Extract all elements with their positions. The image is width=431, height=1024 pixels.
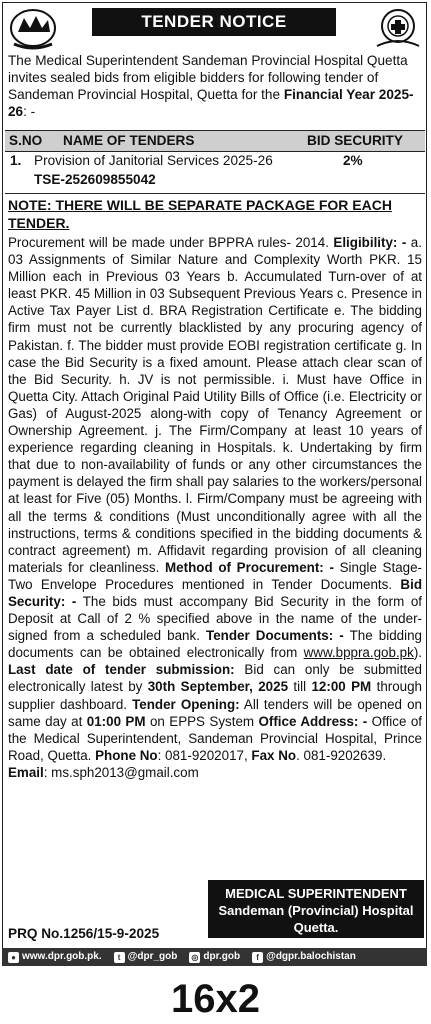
hospital-logo-icon [371, 6, 425, 52]
col-security-header: BID SECURITY [307, 133, 403, 148]
table-header [5, 130, 425, 152]
footer-website[interactable]: ● www.dpr.gob.pk. [8, 948, 102, 966]
intro-paragraph: The Medical Superintendent Sandeman Provincial Hospital Quetta invites sealed bids from eligible bidders for following tender of Sandeman Provincial Hospital, Quetta for the Financial Year 2025-26: - [8, 53, 414, 119]
ad-size-label: 16x2 [171, 977, 260, 1021]
footer-twitter[interactable]: t @dpr_gob [114, 948, 178, 966]
row-bid-security: 2% [343, 153, 363, 168]
tender-body-text: Procurement will be made under BPPRA rules- 2014. Eligibility: - a. 03 Assignments of Similar Nature and Complexity Worth PKR. 15 Million each in Previous 03 Years b. Accumulated Turn-over of at least PKR. 45 Million in 03 Subsequent Previous Years c. Presence in Active Tax Payer List d. BRA Registration Certificate e. The bidding firm must not be currently blacklisted by any procuring agency of Pakistan. f. The bidder must provide EOBI registration certificate g. In case the Bid Security is a fixed amount. Please attach clear scan of the Bid Security. h. JV is not permissible. i. Must have Office in Quetta City. Attach Original Paid Utility Bills of Office (i.e. Electricity or Gas) of August-2025 along-with copy of Tenancy Agreement or Ownership Agreement. j. The Firm/Company at least 10 years of experience regarding cleaning in Hospitals. k. Undertaking by firm that due to non-availability of funds or any other circumstances the payment is delayed the firm shall pay salaries to the workers/personal at least for Five (05) Months. l. Firm/Company must be agreeing with all the terms & conditions (Must unconditionally agree with all the instructions, terms & conditions specified in the bidding documents & contract agreement) m. Affidavit regarding provision of all cleaning materials for cleanliness. Method of Procurement: - Single Stage- Two Envelope Procedures mentioned in Tender Documents. Bid Security: - The bids must accompany Bid Security in the form of Deposit at Call of 2 % specified above in the name of the under-signed from a scheduled bank. Tender Documents: - The bidding documents can be obtained electronically from www.bppra.gob.pk). Last date of tender submission: Bid can only be submitted electronically latest by 30th September, 2025 till 12:00 PM through supplier dashboard. Tender Opening: All tenders will be opened on same day at 01:00 PM on EPPS System Office Address: - Office of the Medical Superintendent, Sandeman Provincial Hospital, Prince Road, Quetta. Phone No: 081-9202017, Fax No. 081-9202639. Email: ms.sph2013@gmail.com [8, 235, 423, 780]
globe-icon: ● [8, 952, 19, 963]
facebook-icon: f [252, 952, 263, 963]
divider [5, 193, 425, 194]
row-tender-name: Provision of Janitorial Services 2025-26 [34, 153, 273, 168]
balochistan-emblem-icon [6, 6, 60, 52]
footer-instagram[interactable]: ◎ dpr.gob [191, 951, 241, 962]
email-address: : ms.sph2013@gmail.com [43, 764, 199, 780]
row-sno: 1. [10, 153, 22, 168]
row-tse-number: TSE-252609855042 [34, 172, 156, 187]
footer-social-bar [2, 948, 427, 966]
col-name-header: NAME OF TENDERS [63, 133, 195, 148]
separate-package-note: NOTE: THERE WILL BE SEPARATE PACKAGE FOR EACH TENDER. [8, 197, 392, 231]
bppra-link[interactable]: www.bppra.gob.pk [303, 645, 414, 661]
tender-notice-title: TENDER NOTICE [92, 8, 336, 36]
signature-block: MEDICAL SUPERINTENDENT Sandeman (Provincial) Hospital Quetta. [208, 880, 424, 938]
prq-number: PRQ No.1256/15-9-2025 [8, 926, 160, 941]
footer-facebook[interactable]: f @dgpr.balochistan [252, 948, 356, 966]
instagram-icon: ◎ [189, 952, 200, 963]
twitter-icon: t [114, 952, 125, 963]
col-sno-header: S.NO [9, 133, 43, 148]
